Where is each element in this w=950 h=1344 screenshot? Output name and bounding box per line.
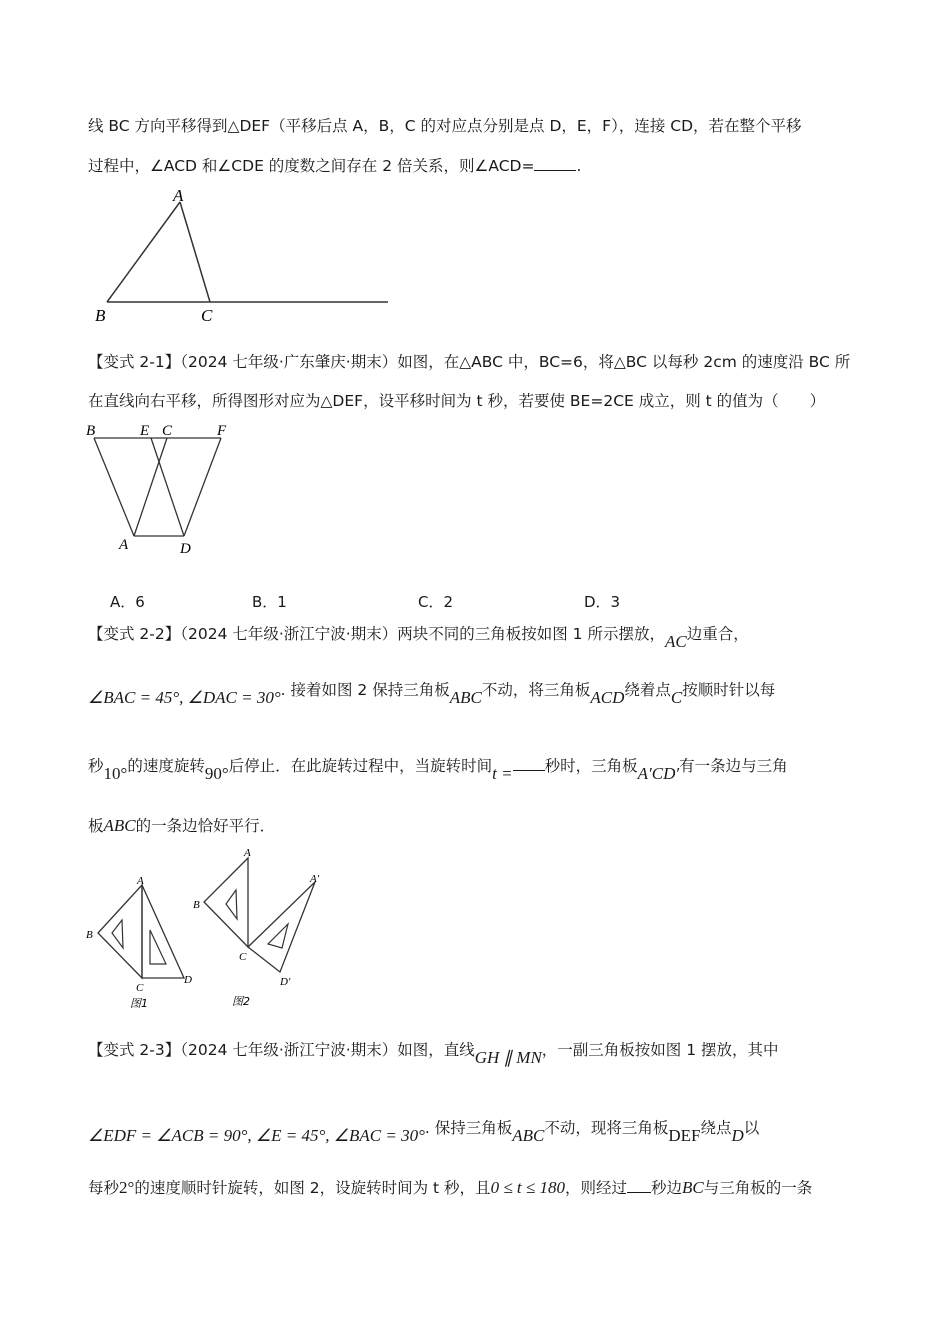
label-B: B bbox=[95, 306, 106, 325]
math-angles: ∠BAC = 45°, ∠DAC = 30° bbox=[88, 688, 281, 707]
math-def: DEF bbox=[668, 1126, 701, 1145]
label-D: D bbox=[180, 541, 191, 557]
choice-c[interactable]: C．2 bbox=[418, 593, 454, 611]
math-abc: ABC bbox=[103, 816, 136, 835]
text: 有一条边与三角 bbox=[679, 757, 788, 775]
label-A-prime: A′ bbox=[310, 873, 320, 885]
text: 的速度顺时针旋转，如图 2，设旋转时间为 t 秒，且 bbox=[134, 1179, 491, 1197]
math-d: D bbox=[731, 1126, 744, 1145]
math-acd: ACD bbox=[590, 688, 625, 707]
choice-b[interactable]: B．1 bbox=[252, 593, 287, 611]
figure-1-set-squares bbox=[84, 870, 204, 1015]
label-F: F bbox=[217, 423, 227, 439]
variant-2-3-line1 bbox=[88, 1040, 779, 1067]
math-2deg: 2° bbox=[119, 1178, 135, 1197]
text: ，则经过 bbox=[564, 1179, 627, 1197]
label-E: E bbox=[140, 423, 150, 439]
text: 与三角板的一条 bbox=[703, 1179, 813, 1197]
choice-d[interactable]: D．3 bbox=[584, 593, 621, 611]
problem-top-line2-text: 过程中，∠ACD 和∠CDE 的度数之间存在 2 倍关系，则∠ACD= bbox=[88, 157, 535, 175]
math-10deg: 10° bbox=[103, 764, 128, 783]
text: 绕点 bbox=[700, 1119, 732, 1137]
math-c: C bbox=[670, 688, 683, 707]
math-t-range: 0 ≤ t ≤ 180 bbox=[490, 1178, 565, 1197]
variant-2-1-line1: 【变式 2-1】（2024 七年级·广东肇庆·期末）如图，在△ABC 中，BC=6，将△BC 以每秒 2cm 的速度沿 BC 所 bbox=[88, 353, 851, 371]
math-abc: ABC bbox=[512, 1126, 545, 1145]
caption-fig2: 图2 bbox=[232, 995, 250, 1008]
text: . 保持三角板 bbox=[424, 1119, 513, 1137]
text: 【变式 2-3】（2024 七年级·浙江宁波·期末）如图，直线 bbox=[88, 1041, 475, 1059]
choice-a[interactable]: A．6 bbox=[110, 593, 145, 611]
answer-blank bbox=[627, 1178, 651, 1193]
label-D-prime: D′ bbox=[280, 976, 291, 988]
text: 以 bbox=[743, 1119, 760, 1137]
label-B: B bbox=[86, 929, 93, 941]
label-A: A bbox=[173, 186, 184, 205]
text: 的一条边恰好平行． bbox=[135, 817, 276, 835]
text: 后停止．在此旋转过程中，当旋转时间 bbox=[228, 757, 493, 775]
translation-figure bbox=[84, 418, 244, 563]
answer-blank bbox=[534, 156, 576, 171]
variant-2-2-line2 bbox=[88, 680, 776, 707]
text: 绕着点 bbox=[624, 681, 671, 699]
variant-2-1-line2: 在直线向右平移，所得图形对应为△DEF，设平移时间为 t 秒，若要使 BE=2CE 成立，则 t 的值为（ ） bbox=[88, 392, 826, 410]
math-bc: BC bbox=[681, 1178, 704, 1197]
text: 每秒 bbox=[88, 1179, 120, 1197]
label-C: C bbox=[201, 306, 213, 325]
text: 的速度旋转 bbox=[127, 757, 205, 775]
math-90deg: 90° bbox=[204, 764, 229, 783]
variant-2-3-line3 bbox=[88, 1178, 812, 1198]
math-acd-prime: A′CD′ bbox=[637, 764, 680, 783]
problem-top-line2 bbox=[88, 156, 581, 176]
math-gh-mn: GH ∥ MN bbox=[474, 1048, 542, 1067]
text: 按顺时针以每 bbox=[682, 681, 776, 699]
text: 板 bbox=[88, 817, 104, 835]
text: 不动，现将三角板 bbox=[544, 1119, 669, 1137]
label-A: A bbox=[244, 847, 251, 859]
figure-2-rotation bbox=[190, 840, 340, 1015]
text: 【变式 2-2】（2024 七年级·浙江宁波·期末）两块不同的三角板按如图 1 所示摆放， bbox=[88, 625, 665, 643]
variant-2-2-line4 bbox=[88, 816, 275, 836]
variant-2-3-line2 bbox=[88, 1118, 760, 1145]
variant-2-2-line1 bbox=[88, 624, 749, 651]
problem-top-line1: 线 BC 方向平移得到△DEF（平移后点 A，B，C 的对应点分别是点 D，E，F），连接 CD，若在整个平移 bbox=[88, 117, 802, 135]
caption-fig1: 图1 bbox=[130, 997, 148, 1010]
text: 秒时，三角板 bbox=[544, 757, 638, 775]
math-t: t = bbox=[492, 764, 513, 783]
label-D: D bbox=[184, 974, 192, 986]
math-ac: AC bbox=[664, 632, 687, 651]
label-C: C bbox=[162, 423, 173, 439]
variant-2-2-line3 bbox=[88, 756, 788, 783]
label-C: C bbox=[136, 982, 144, 994]
text: 秒 bbox=[88, 757, 104, 775]
label-B: B bbox=[86, 423, 96, 439]
label-A: A bbox=[137, 875, 144, 887]
text: 不动，将三角板 bbox=[481, 681, 591, 699]
math-angles: ∠EDF = ∠ACB = 90°, ∠E = 45°, ∠BAC = 30° bbox=[88, 1126, 425, 1145]
text: 边重合， bbox=[686, 625, 749, 643]
problem-top-line2-end: . bbox=[576, 157, 582, 175]
text: 秒边 bbox=[650, 1179, 682, 1197]
answer-blank bbox=[513, 756, 545, 771]
label-B: B bbox=[193, 899, 200, 911]
triangle-abc-figure bbox=[90, 185, 400, 330]
math-abc: ABC bbox=[449, 688, 482, 707]
label-C: C bbox=[239, 951, 247, 963]
text: ，一副三角板按如图 1 摆放，其中 bbox=[541, 1041, 779, 1059]
text: . 接着如图 2 保持三角板 bbox=[280, 681, 450, 699]
label-A: A bbox=[119, 537, 129, 553]
